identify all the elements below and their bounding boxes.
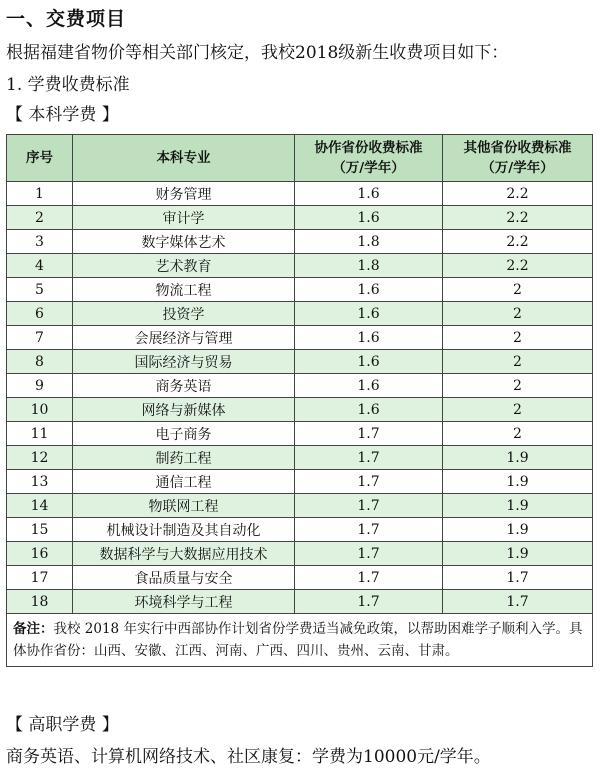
cell-no: 7 [7,326,73,350]
table-row [7,470,593,494]
cell-no: 8 [7,350,73,374]
cell-coop-fee: 1.6 [295,182,443,206]
cell-major: 国际经济与贸易 [73,350,295,374]
cell-other-fee: 1.7 [443,566,593,590]
cell-no: 18 [7,590,73,614]
cell-coop-fee: 1.6 [295,374,443,398]
cell-coop-fee: 1.6 [295,206,443,230]
cell-major: 会展经济与管理 [73,326,295,350]
table-header-row [7,135,593,182]
cell-coop-fee: 1.7 [295,542,443,566]
header-coop-label: 协作省份收费标准 （万/学年） [314,140,423,176]
cell-major: 财务管理 [73,182,295,206]
cell-other-fee: 1.7 [443,590,593,614]
table-row [7,302,593,326]
cell-coop-fee: 1.7 [295,470,443,494]
table-row [7,542,593,566]
table-row [7,422,593,446]
cell-major: 环境科学与工程 [73,590,295,614]
header-major: 本科专业 [73,135,295,182]
vocational-text: 商务英语、计算机网络技术、社区康复：学费为10000元/学年。 [6,747,491,767]
cell-major: 艺术教育 [73,254,295,278]
cell-major: 通信工程 [73,470,295,494]
vocational-heading: 【 高职学费 】 [6,715,119,735]
cell-major: 数据科学与大数据应用技术 [73,542,295,566]
cell-no: 14 [7,494,73,518]
note-text: 我校 2018 年实行中西部协作计划省份学费适当减免政策，以帮助困难学子顺利入学。具体协作省份：山西、安徽、江西、河南、广西、四川、贵州、云南、甘肃。 [13,621,583,659]
cell-no: 10 [7,398,73,422]
cell-major: 商务英语 [73,374,295,398]
undergrad-heading: 【 本科学费 】 [6,105,119,125]
table-row [7,326,593,350]
cell-coop-fee: 1.7 [295,566,443,590]
section-heading: 一、交费项目 [6,8,127,30]
cell-other-fee: 2 [443,326,593,350]
cell-other-fee: 2.2 [443,230,593,254]
cell-no: 11 [7,422,73,446]
cell-no: 13 [7,470,73,494]
cell-no: 1 [7,182,73,206]
cell-other-fee: 2 [443,422,593,446]
table-row [7,374,593,398]
cell-major: 制药工程 [73,446,295,470]
table-row [7,350,593,374]
cell-coop-fee: 1.7 [295,422,443,446]
cell-no: 2 [7,206,73,230]
intro-paragraph: 根据福建省物价等相关部门核定，我校2018级新生收费项目如下： [6,43,509,63]
subsection-title: 1. 学费收费标准 [6,75,130,95]
cell-major: 投资学 [73,302,295,326]
cell-no: 3 [7,230,73,254]
cell-major: 食品质量与安全 [73,566,295,590]
table-row [7,182,593,206]
cell-major: 数字媒体艺术 [73,230,295,254]
cell-major: 物联网工程 [73,494,295,518]
fee-table [6,134,593,667]
note-row [7,614,593,667]
cell-coop-fee: 1.7 [295,590,443,614]
table-row [7,230,593,254]
header-other-label: 其他省份收费标准 （万/学年） [463,140,572,176]
header-coop-fee [295,135,443,182]
cell-other-fee: 2 [443,278,593,302]
cell-other-fee: 1.9 [443,542,593,566]
cell-major: 机械设计制造及其自动化 [73,518,295,542]
cell-no: 5 [7,278,73,302]
table-row [7,398,593,422]
table-row [7,206,593,230]
table-row [7,254,593,278]
cell-other-fee: 1.9 [443,470,593,494]
cell-no: 17 [7,566,73,590]
cell-coop-fee: 1.8 [295,254,443,278]
table-row [7,446,593,470]
cell-no: 16 [7,542,73,566]
cell-no: 12 [7,446,73,470]
cell-major: 审计学 [73,206,295,230]
cell-major: 电子商务 [73,422,295,446]
header-no: 序号 [7,135,73,182]
cell-other-fee: 2 [443,374,593,398]
cell-no: 15 [7,518,73,542]
cell-other-fee: 2 [443,398,593,422]
table-row [7,494,593,518]
cell-major: 网络与新媒体 [73,398,295,422]
cell-other-fee: 2.2 [443,254,593,278]
cell-no: 6 [7,302,73,326]
note-cell [7,614,593,667]
cell-coop-fee: 1.6 [295,302,443,326]
table-row [7,278,593,302]
note-label: 备注： [13,621,54,637]
cell-major: 物流工程 [73,278,295,302]
cell-coop-fee: 1.7 [295,518,443,542]
cell-other-fee: 1.9 [443,494,593,518]
cell-coop-fee: 1.7 [295,446,443,470]
table-row [7,590,593,614]
table-row [7,518,593,542]
cell-other-fee: 1.9 [443,446,593,470]
cell-other-fee: 2.2 [443,182,593,206]
cell-other-fee: 2.2 [443,206,593,230]
header-other-fee [443,135,593,182]
cell-coop-fee: 1.6 [295,278,443,302]
cell-coop-fee: 1.8 [295,230,443,254]
cell-coop-fee: 1.7 [295,494,443,518]
table-row [7,566,593,590]
cell-coop-fee: 1.6 [295,350,443,374]
cell-other-fee: 2 [443,302,593,326]
cell-other-fee: 2 [443,350,593,374]
cell-coop-fee: 1.6 [295,398,443,422]
cell-other-fee: 1.9 [443,518,593,542]
cell-coop-fee: 1.6 [295,326,443,350]
cell-no: 9 [7,374,73,398]
cell-no: 4 [7,254,73,278]
